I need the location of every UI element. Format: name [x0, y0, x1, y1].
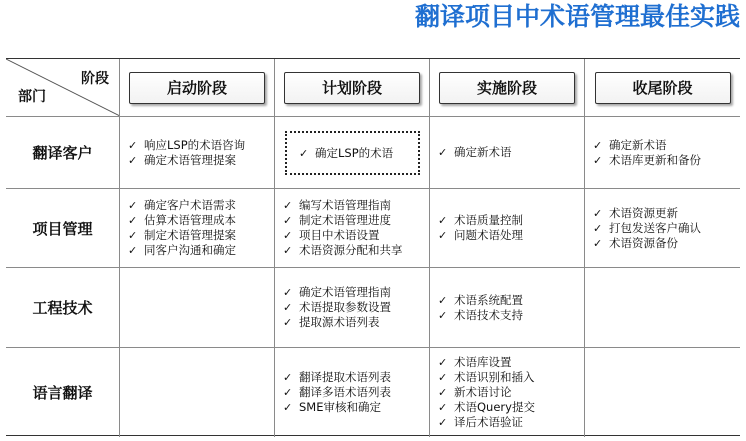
- matrix-cell: [585, 348, 740, 437]
- checkmark-icon: ✓: [128, 199, 138, 212]
- task-text: 响应LSP的术语咨询: [144, 137, 246, 152]
- checkmark-icon: ✓: [438, 229, 448, 242]
- task-text: 术语Query提交: [454, 400, 535, 414]
- checkmark-icon: ✓: [438, 214, 448, 227]
- task-item: [283, 228, 429, 243]
- checkmark-icon: ✓: [283, 199, 293, 212]
- task-text: 新术语讨论: [454, 385, 512, 399]
- task-item: [283, 300, 429, 315]
- task-item: [438, 228, 584, 243]
- checkmark-icon: ✓: [438, 293, 448, 307]
- matrix-cell: [120, 189, 275, 268]
- task-item: [593, 206, 740, 221]
- checkmark-icon: ✓: [438, 401, 448, 414]
- task-item: [283, 213, 429, 228]
- task-text: 提取源术语列表: [299, 315, 380, 329]
- phase-box: 计划阶段: [284, 72, 420, 104]
- task-item: [283, 315, 429, 330]
- task-text: SME审核和确定: [299, 400, 381, 414]
- matrix-cell: [430, 268, 585, 348]
- task-item: [438, 370, 584, 385]
- checkmark-icon: ✓: [593, 236, 603, 250]
- checkmark-icon: ✓: [438, 371, 448, 384]
- task-text: 制定术语管理提案: [144, 228, 236, 242]
- task-item: [283, 385, 429, 400]
- checkmark-icon: ✓: [283, 286, 293, 299]
- task-item: [283, 400, 429, 415]
- page-title: 翻译项目中术语管理最佳实践: [414, 2, 740, 31]
- checkmark-icon: ✓: [128, 153, 138, 167]
- task-text: 翻译提取术语列表: [299, 370, 391, 384]
- task-text: 制定术语管理进度: [299, 213, 391, 227]
- task-text: 估算术语管理成本: [144, 213, 236, 227]
- task-item: [283, 370, 429, 385]
- task-list: [120, 117, 274, 188]
- matrix-cell: [430, 117, 585, 189]
- task-text: 确定新术语: [454, 145, 512, 159]
- task-text: 确定术语管理指南: [299, 285, 391, 299]
- matrix-cell: [275, 117, 430, 189]
- task-text: 术语资源更新: [609, 205, 678, 220]
- task-text: 术语技术支持: [454, 307, 523, 322]
- checkmark-icon: ✓: [283, 386, 293, 399]
- phase-axis-label: 阶段: [81, 71, 109, 87]
- task-list: [275, 189, 429, 267]
- task-item: [128, 228, 274, 243]
- checkmark-icon: ✓: [438, 386, 448, 399]
- checkmark-icon: ✓: [283, 316, 293, 329]
- task-list: [275, 268, 429, 347]
- task-list: [430, 348, 584, 437]
- task-text: 术语质量控制: [454, 213, 523, 227]
- checkmark-icon: ✓: [128, 244, 138, 257]
- task-item: [438, 293, 584, 308]
- matrix-cell: [585, 189, 740, 268]
- task-item: [128, 243, 274, 258]
- matrix-cell: [120, 268, 275, 348]
- checkmark-icon: ✓: [593, 221, 603, 235]
- task-text: 术语资源备份: [609, 235, 678, 250]
- task-text: 译后术语验证: [454, 415, 523, 429]
- task-list: [585, 117, 740, 188]
- task-text: 同客户沟通和确定: [144, 243, 236, 257]
- checkmark-icon: ✓: [593, 206, 603, 220]
- corner-header: [6, 59, 120, 117]
- checkmark-icon: ✓: [283, 301, 293, 314]
- task-item: [283, 243, 429, 258]
- checkmark-icon: ✓: [283, 401, 293, 414]
- checkmark-icon: ✓: [438, 416, 448, 429]
- task-text: 确定术语管理提案: [144, 152, 236, 167]
- task-text: 打包发送客户确认: [609, 220, 701, 235]
- matrix-cell: [275, 268, 430, 348]
- task-item: [128, 153, 274, 168]
- matrix-cell: [120, 117, 275, 189]
- checkmark-icon: ✓: [283, 214, 293, 227]
- matrix-cell: [585, 117, 740, 189]
- checkmark-icon: ✓: [128, 229, 138, 242]
- phase-header-start: [120, 59, 275, 117]
- task-text: 确定新术语: [609, 137, 667, 152]
- task-text: 编写术语管理指南: [299, 198, 391, 212]
- task-item: [438, 385, 584, 400]
- task-item: [438, 308, 584, 323]
- task-item: [128, 138, 274, 153]
- task-item: [283, 198, 429, 213]
- task-list: [120, 189, 274, 267]
- task-item: [593, 221, 740, 236]
- checkmark-icon: ✓: [593, 138, 603, 152]
- highlight-box: [285, 131, 420, 175]
- department-axis-label: 部门: [18, 89, 46, 105]
- task-text: 术语库更新和备份: [609, 152, 701, 167]
- task-item: [128, 213, 274, 228]
- task-item: [438, 400, 584, 415]
- best-practice-matrix: [6, 58, 740, 436]
- task-item: [593, 236, 740, 251]
- checkmark-icon: ✓: [438, 146, 448, 159]
- task-list: [430, 117, 584, 188]
- matrix-cell: [275, 189, 430, 268]
- task-item: [283, 285, 429, 300]
- task-item: [593, 153, 740, 168]
- checkmark-icon: ✓: [299, 146, 309, 160]
- row-header-translation: 语言翻译: [6, 348, 120, 437]
- task-list: [430, 189, 584, 267]
- task-text: 翻译多语术语列表: [299, 385, 391, 399]
- matrix-cell: [430, 189, 585, 268]
- phase-box: 启动阶段: [129, 72, 265, 104]
- task-item: [128, 198, 274, 213]
- task-text: 项目中术语设置: [299, 228, 380, 242]
- task-text: 确定LSP的术语: [315, 145, 394, 160]
- task-item: [438, 355, 584, 370]
- checkmark-icon: ✓: [438, 356, 448, 369]
- phase-box: 收尾阶段: [595, 72, 731, 104]
- task-list: [430, 268, 584, 347]
- task-text: 问题术语处理: [454, 228, 523, 242]
- task-item: [438, 213, 584, 228]
- checkmark-icon: ✓: [438, 308, 448, 322]
- task-item: [438, 415, 584, 430]
- row-header-pm: 项目管理: [6, 189, 120, 268]
- task-list: [275, 348, 429, 437]
- task-item: [299, 146, 393, 161]
- task-list: [585, 189, 740, 267]
- task-text: 术语资源分配和共享: [299, 243, 403, 257]
- checkmark-icon: ✓: [283, 244, 293, 257]
- task-text: 确定客户术语需求: [144, 198, 236, 212]
- phase-header-close: [585, 59, 740, 117]
- checkmark-icon: ✓: [283, 371, 293, 384]
- matrix-cell: [275, 348, 430, 437]
- task-text: 术语库设置: [454, 355, 512, 369]
- phase-header-execute: [430, 59, 585, 117]
- checkmark-icon: ✓: [128, 138, 138, 152]
- task-text: 术语识别和插入: [454, 370, 535, 384]
- row-header-client: 翻译客户: [6, 117, 120, 189]
- checkmark-icon: ✓: [593, 153, 603, 167]
- task-text: 术语提取参数设置: [299, 300, 391, 314]
- matrix-cell: [585, 268, 740, 348]
- matrix-cell: [430, 348, 585, 437]
- matrix-cell: [120, 348, 275, 437]
- row-header-engineering: 工程技术: [6, 268, 120, 348]
- checkmark-icon: ✓: [128, 214, 138, 227]
- task-text: 术语系统配置: [454, 292, 523, 307]
- task-item: [438, 145, 584, 160]
- phase-box: 实施阶段: [439, 72, 575, 104]
- phase-header-plan: [275, 59, 430, 117]
- checkmark-icon: ✓: [283, 229, 293, 242]
- task-item: [593, 138, 740, 153]
